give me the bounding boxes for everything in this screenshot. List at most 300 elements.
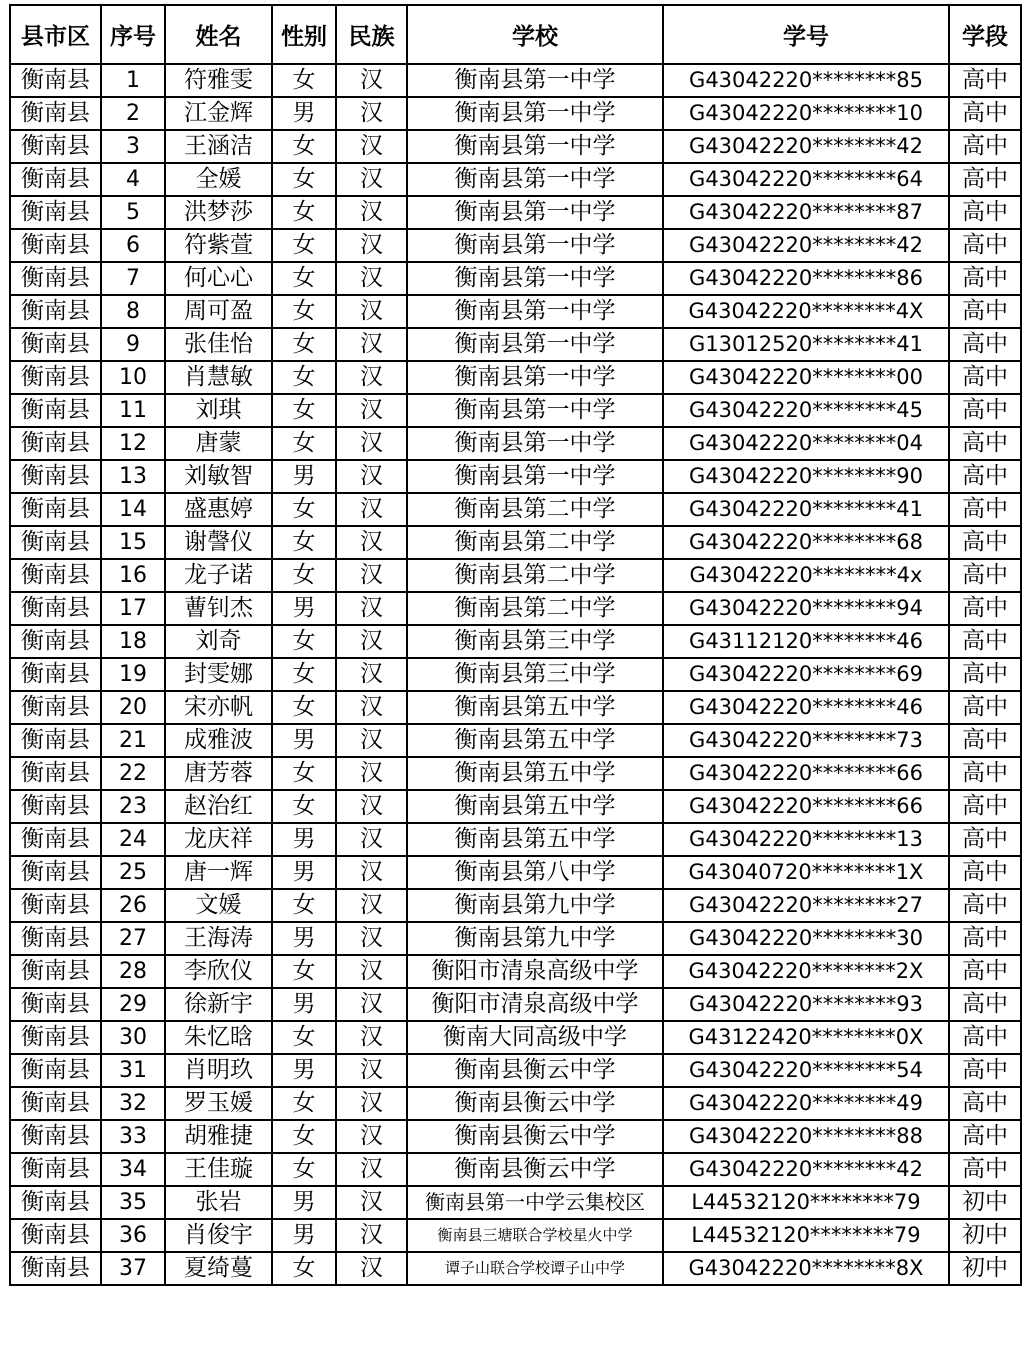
table-row — [10, 493, 1021, 526]
cell-district: 衡南县 — [10, 691, 101, 724]
cell-school: 谭子山联合学校谭子山中学 — [407, 1252, 663, 1285]
cell-student-id: L44532120********79 — [663, 1219, 949, 1252]
cell-district: 衡南县 — [10, 1252, 101, 1285]
cell-district: 衡南县 — [10, 1219, 101, 1252]
cell-ethnicity: 汉 — [336, 1120, 407, 1153]
table-row — [10, 559, 1021, 592]
cell-gender: 男 — [272, 724, 336, 757]
cell-gender: 女 — [272, 625, 336, 658]
cell-student-id: G43042220********46 — [663, 691, 949, 724]
cell-name: 龙庆祥 — [165, 823, 272, 856]
cell-district: 衡南县 — [10, 493, 101, 526]
cell-gender: 女 — [272, 1021, 336, 1054]
cell-seq: 37 — [101, 1252, 165, 1285]
cell-school: 衡南县衡云中学 — [407, 1120, 663, 1153]
cell-seq: 13 — [101, 460, 165, 493]
cell-gender: 女 — [272, 64, 336, 97]
cell-seq: 30 — [101, 1021, 165, 1054]
header-stage: 学段 — [949, 5, 1021, 64]
cell-district: 衡南县 — [10, 163, 101, 196]
cell-stage: 高中 — [949, 1021, 1021, 1054]
cell-seq: 1 — [101, 64, 165, 97]
cell-school: 衡南县第二中学 — [407, 493, 663, 526]
cell-name: 张佳怡 — [165, 328, 272, 361]
cell-student-id: G43042220********73 — [663, 724, 949, 757]
cell-seq: 26 — [101, 889, 165, 922]
cell-student-id: G43042220********90 — [663, 460, 949, 493]
table-row — [10, 1087, 1021, 1120]
cell-student-id: G43042220********4X — [663, 295, 949, 328]
table-row — [10, 1153, 1021, 1186]
cell-stage: 高中 — [949, 691, 1021, 724]
cell-gender: 女 — [272, 295, 336, 328]
cell-name: 蓸钊杰 — [165, 592, 272, 625]
table-row — [10, 988, 1021, 1021]
cell-ethnicity: 汉 — [336, 1252, 407, 1285]
cell-seq: 12 — [101, 427, 165, 460]
cell-ethnicity: 汉 — [336, 526, 407, 559]
cell-student-id: G43042220********85 — [663, 64, 949, 97]
cell-name: 封雯娜 — [165, 658, 272, 691]
cell-district: 衡南县 — [10, 1087, 101, 1120]
cell-district: 衡南县 — [10, 97, 101, 130]
cell-gender: 男 — [272, 922, 336, 955]
cell-district: 衡南县 — [10, 1021, 101, 1054]
header-gender: 性别 — [272, 5, 336, 64]
cell-school: 衡南县第一中学 — [407, 262, 663, 295]
cell-name: 肖明玖 — [165, 1054, 272, 1087]
cell-stage: 高中 — [949, 97, 1021, 130]
cell-district: 衡南县 — [10, 823, 101, 856]
cell-school: 衡南县第一中学 — [407, 196, 663, 229]
cell-name: 宋亦帆 — [165, 691, 272, 724]
cell-stage: 高中 — [949, 295, 1021, 328]
table-row — [10, 1186, 1021, 1219]
table-row — [10, 262, 1021, 295]
cell-ethnicity: 汉 — [336, 130, 407, 163]
cell-school: 衡南县衡云中学 — [407, 1054, 663, 1087]
table-row — [10, 856, 1021, 889]
table-row — [10, 1219, 1021, 1252]
cell-stage: 高中 — [949, 823, 1021, 856]
cell-name: 符紫萱 — [165, 229, 272, 262]
cell-stage: 高中 — [949, 955, 1021, 988]
cell-ethnicity: 汉 — [336, 922, 407, 955]
cell-ethnicity: 汉 — [336, 460, 407, 493]
cell-student-id: G43042220********10 — [663, 97, 949, 130]
cell-stage: 高中 — [949, 526, 1021, 559]
cell-name: 王涵洁 — [165, 130, 272, 163]
cell-district: 衡南县 — [10, 427, 101, 460]
cell-gender: 女 — [272, 196, 336, 229]
cell-gender: 女 — [272, 229, 336, 262]
cell-stage: 高中 — [949, 196, 1021, 229]
cell-gender: 男 — [272, 592, 336, 625]
table-row — [10, 922, 1021, 955]
cell-gender: 男 — [272, 988, 336, 1021]
cell-name: 徐新宇 — [165, 988, 272, 1021]
cell-seq: 33 — [101, 1120, 165, 1153]
cell-district: 衡南县 — [10, 196, 101, 229]
header-student-id: 学号 — [663, 5, 949, 64]
table-row — [10, 592, 1021, 625]
cell-student-id: G43042220********88 — [663, 1120, 949, 1153]
cell-district: 衡南县 — [10, 229, 101, 262]
table-body — [10, 64, 1021, 1285]
cell-district: 衡南县 — [10, 262, 101, 295]
cell-school: 衡南县三塘联合学校星火中学 — [407, 1219, 663, 1252]
cell-student-id: L44532120********79 — [663, 1186, 949, 1219]
cell-school: 衡南县第一中学 — [407, 361, 663, 394]
cell-stage: 高中 — [949, 460, 1021, 493]
cell-school: 衡南县第二中学 — [407, 526, 663, 559]
table-row — [10, 1054, 1021, 1087]
cell-gender: 男 — [272, 856, 336, 889]
cell-ethnicity: 汉 — [336, 361, 407, 394]
cell-student-id: G43042220********66 — [663, 790, 949, 823]
cell-school: 衡南县衡云中学 — [407, 1087, 663, 1120]
cell-name: 王海涛 — [165, 922, 272, 955]
cell-district: 衡南县 — [10, 394, 101, 427]
cell-gender: 女 — [272, 955, 336, 988]
table-row — [10, 658, 1021, 691]
cell-gender: 女 — [272, 526, 336, 559]
cell-school: 衡南县第五中学 — [407, 823, 663, 856]
cell-stage: 高中 — [949, 559, 1021, 592]
cell-gender: 女 — [272, 559, 336, 592]
cell-seq: 23 — [101, 790, 165, 823]
cell-district: 衡南县 — [10, 757, 101, 790]
cell-seq: 17 — [101, 592, 165, 625]
cell-district: 衡南县 — [10, 724, 101, 757]
cell-stage: 高中 — [949, 856, 1021, 889]
cell-student-id: G43042220********2X — [663, 955, 949, 988]
cell-student-id: G43042220********86 — [663, 262, 949, 295]
cell-stage: 高中 — [949, 130, 1021, 163]
cell-district: 衡南县 — [10, 856, 101, 889]
table-row — [10, 130, 1021, 163]
table-row — [10, 526, 1021, 559]
cell-student-id: G43042220********42 — [663, 130, 949, 163]
cell-stage: 高中 — [949, 790, 1021, 823]
cell-gender: 女 — [272, 130, 336, 163]
cell-student-id: G43042220********93 — [663, 988, 949, 1021]
table-row — [10, 394, 1021, 427]
cell-stage: 高中 — [949, 394, 1021, 427]
header-name: 姓名 — [165, 5, 272, 64]
cell-student-id: G43042220********30 — [663, 922, 949, 955]
cell-school: 衡南县第二中学 — [407, 592, 663, 625]
table-row — [10, 724, 1021, 757]
cell-student-id: G43042220********4x — [663, 559, 949, 592]
cell-name: 成雅波 — [165, 724, 272, 757]
table-row — [10, 757, 1021, 790]
cell-school: 衡南大同高级中学 — [407, 1021, 663, 1054]
cell-ethnicity: 汉 — [336, 1021, 407, 1054]
cell-seq: 11 — [101, 394, 165, 427]
cell-school: 衡南县第五中学 — [407, 691, 663, 724]
cell-name: 刘琪 — [165, 394, 272, 427]
cell-gender: 女 — [272, 1087, 336, 1120]
cell-gender: 女 — [272, 427, 336, 460]
cell-district: 衡南县 — [10, 1120, 101, 1153]
cell-district: 衡南县 — [10, 1153, 101, 1186]
cell-ethnicity: 汉 — [336, 64, 407, 97]
cell-student-id: G43042220********69 — [663, 658, 949, 691]
student-roster-table — [9, 4, 1022, 1286]
cell-stage: 高中 — [949, 658, 1021, 691]
cell-school: 衡阳市清泉高级中学 — [407, 988, 663, 1021]
cell-stage: 初中 — [949, 1252, 1021, 1285]
cell-seq: 18 — [101, 625, 165, 658]
cell-school: 衡南县第一中学 — [407, 64, 663, 97]
table-row — [10, 295, 1021, 328]
cell-name: 江金辉 — [165, 97, 272, 130]
cell-gender: 女 — [272, 163, 336, 196]
cell-name: 刘奇 — [165, 625, 272, 658]
cell-ethnicity: 汉 — [336, 262, 407, 295]
header-school: 学校 — [407, 5, 663, 64]
cell-school: 衡南县第一中学 — [407, 328, 663, 361]
cell-name: 符雅雯 — [165, 64, 272, 97]
cell-gender: 女 — [272, 658, 336, 691]
cell-student-id: G43042220********27 — [663, 889, 949, 922]
cell-school: 衡南县第一中学云集校区 — [407, 1186, 663, 1219]
cell-district: 衡南县 — [10, 955, 101, 988]
cell-ethnicity: 汉 — [336, 559, 407, 592]
table-row — [10, 427, 1021, 460]
cell-school: 衡南县第一中学 — [407, 295, 663, 328]
cell-stage: 高中 — [949, 922, 1021, 955]
cell-student-id: G43122420********0X — [663, 1021, 949, 1054]
cell-name: 唐芳蓉 — [165, 757, 272, 790]
cell-student-id: G43042220********45 — [663, 394, 949, 427]
cell-name: 王佳璇 — [165, 1153, 272, 1186]
cell-stage: 高中 — [949, 361, 1021, 394]
cell-student-id: G43042220********68 — [663, 526, 949, 559]
cell-school: 衡南县第三中学 — [407, 625, 663, 658]
table-row — [10, 1252, 1021, 1285]
cell-student-id: G43042220********42 — [663, 229, 949, 262]
cell-name: 夏绮蔓 — [165, 1252, 272, 1285]
cell-ethnicity: 汉 — [336, 97, 407, 130]
cell-name: 谢謦仪 — [165, 526, 272, 559]
cell-student-id: G43042220********54 — [663, 1054, 949, 1087]
cell-school: 衡南县第八中学 — [407, 856, 663, 889]
cell-ethnicity: 汉 — [336, 790, 407, 823]
cell-gender: 女 — [272, 889, 336, 922]
cell-district: 衡南县 — [10, 526, 101, 559]
cell-name: 肖慧敏 — [165, 361, 272, 394]
cell-ethnicity: 汉 — [336, 196, 407, 229]
cell-district: 衡南县 — [10, 889, 101, 922]
cell-seq: 34 — [101, 1153, 165, 1186]
cell-stage: 高中 — [949, 262, 1021, 295]
cell-stage: 高中 — [949, 427, 1021, 460]
cell-seq: 27 — [101, 922, 165, 955]
cell-ethnicity: 汉 — [336, 1087, 407, 1120]
cell-seq: 6 — [101, 229, 165, 262]
cell-stage: 高中 — [949, 493, 1021, 526]
cell-stage: 高中 — [949, 757, 1021, 790]
cell-gender: 女 — [272, 493, 336, 526]
cell-district: 衡南县 — [10, 625, 101, 658]
cell-ethnicity: 汉 — [336, 658, 407, 691]
cell-name: 李欣仪 — [165, 955, 272, 988]
cell-name: 周可盈 — [165, 295, 272, 328]
cell-seq: 2 — [101, 97, 165, 130]
cell-seq: 28 — [101, 955, 165, 988]
cell-district: 衡南县 — [10, 1054, 101, 1087]
table-row — [10, 790, 1021, 823]
cell-school: 衡南县第一中学 — [407, 394, 663, 427]
cell-ethnicity: 汉 — [336, 757, 407, 790]
cell-gender: 女 — [272, 361, 336, 394]
cell-school: 衡南县第五中学 — [407, 757, 663, 790]
cell-name: 全媛 — [165, 163, 272, 196]
cell-stage: 高中 — [949, 328, 1021, 361]
cell-stage: 高中 — [949, 1087, 1021, 1120]
cell-name: 文媛 — [165, 889, 272, 922]
cell-stage: 高中 — [949, 229, 1021, 262]
cell-gender: 女 — [272, 394, 336, 427]
table-row — [10, 163, 1021, 196]
cell-ethnicity: 汉 — [336, 394, 407, 427]
table-row — [10, 1021, 1021, 1054]
cell-student-id: G43112120********46 — [663, 625, 949, 658]
cell-student-id: G13012520********41 — [663, 328, 949, 361]
cell-ethnicity: 汉 — [336, 625, 407, 658]
cell-gender: 男 — [272, 460, 336, 493]
cell-ethnicity: 汉 — [336, 856, 407, 889]
cell-seq: 35 — [101, 1186, 165, 1219]
table-row — [10, 460, 1021, 493]
cell-school: 衡南县第三中学 — [407, 658, 663, 691]
cell-gender: 女 — [272, 328, 336, 361]
cell-gender: 女 — [272, 262, 336, 295]
cell-district: 衡南县 — [10, 922, 101, 955]
cell-name: 罗玉媛 — [165, 1087, 272, 1120]
table-row — [10, 1120, 1021, 1153]
cell-ethnicity: 汉 — [336, 493, 407, 526]
cell-school: 衡南县第九中学 — [407, 889, 663, 922]
cell-name: 肖俊宇 — [165, 1219, 272, 1252]
cell-seq: 4 — [101, 163, 165, 196]
cell-student-id: G43042220********94 — [663, 592, 949, 625]
cell-school: 衡南县衡云中学 — [407, 1153, 663, 1186]
cell-seq: 20 — [101, 691, 165, 724]
cell-district: 衡南县 — [10, 328, 101, 361]
cell-seq: 36 — [101, 1219, 165, 1252]
cell-ethnicity: 汉 — [336, 1186, 407, 1219]
cell-school: 衡南县第一中学 — [407, 427, 663, 460]
cell-name: 盛惠婷 — [165, 493, 272, 526]
cell-seq: 5 — [101, 196, 165, 229]
cell-stage: 高中 — [949, 592, 1021, 625]
cell-seq: 10 — [101, 361, 165, 394]
cell-ethnicity: 汉 — [336, 427, 407, 460]
cell-ethnicity: 汉 — [336, 823, 407, 856]
header-row — [10, 5, 1021, 64]
cell-school: 衡南县第五中学 — [407, 724, 663, 757]
cell-seq: 3 — [101, 130, 165, 163]
cell-district: 衡南县 — [10, 988, 101, 1021]
cell-stage: 初中 — [949, 1219, 1021, 1252]
cell-gender: 男 — [272, 823, 336, 856]
header-seq: 序号 — [101, 5, 165, 64]
cell-school: 衡南县第一中学 — [407, 460, 663, 493]
cell-stage: 初中 — [949, 1186, 1021, 1219]
header-ethnicity: 民族 — [336, 5, 407, 64]
cell-district: 衡南县 — [10, 460, 101, 493]
cell-district: 衡南县 — [10, 790, 101, 823]
cell-name: 唐一辉 — [165, 856, 272, 889]
cell-seq: 31 — [101, 1054, 165, 1087]
cell-stage: 高中 — [949, 1054, 1021, 1087]
cell-seq: 24 — [101, 823, 165, 856]
cell-name: 胡雅捷 — [165, 1120, 272, 1153]
cell-student-id: G43042220********87 — [663, 196, 949, 229]
table-header — [10, 5, 1021, 64]
cell-district: 衡南县 — [10, 559, 101, 592]
cell-student-id: G43042220********66 — [663, 757, 949, 790]
cell-student-id: G43042220********49 — [663, 1087, 949, 1120]
cell-seq: 19 — [101, 658, 165, 691]
cell-district: 衡南县 — [10, 361, 101, 394]
cell-student-id: G43042220********64 — [663, 163, 949, 196]
cell-gender: 男 — [272, 1219, 336, 1252]
table-row — [10, 955, 1021, 988]
cell-seq: 9 — [101, 328, 165, 361]
cell-gender: 女 — [272, 691, 336, 724]
cell-ethnicity: 汉 — [336, 592, 407, 625]
cell-school: 衡南县第一中学 — [407, 97, 663, 130]
cell-ethnicity: 汉 — [336, 724, 407, 757]
cell-student-id: G43042220********8X — [663, 1252, 949, 1285]
cell-school: 衡南县第一中学 — [407, 229, 663, 262]
cell-gender: 男 — [272, 1186, 336, 1219]
cell-seq: 15 — [101, 526, 165, 559]
cell-ethnicity: 汉 — [336, 955, 407, 988]
cell-student-id: G43042220********13 — [663, 823, 949, 856]
cell-ethnicity: 汉 — [336, 1054, 407, 1087]
cell-name: 刘敏智 — [165, 460, 272, 493]
cell-name: 朱忆晗 — [165, 1021, 272, 1054]
cell-seq: 32 — [101, 1087, 165, 1120]
cell-gender: 女 — [272, 790, 336, 823]
cell-stage: 高中 — [949, 889, 1021, 922]
cell-school: 衡阳市清泉高级中学 — [407, 955, 663, 988]
cell-name: 赵治红 — [165, 790, 272, 823]
cell-ethnicity: 汉 — [336, 889, 407, 922]
cell-gender: 男 — [272, 1054, 336, 1087]
cell-student-id: G43042220********42 — [663, 1153, 949, 1186]
cell-seq: 7 — [101, 262, 165, 295]
cell-student-id: G43042220********41 — [663, 493, 949, 526]
cell-stage: 高中 — [949, 163, 1021, 196]
cell-ethnicity: 汉 — [336, 229, 407, 262]
cell-student-id: G43042220********04 — [663, 427, 949, 460]
cell-name: 何心心 — [165, 262, 272, 295]
cell-school: 衡南县第一中学 — [407, 163, 663, 196]
cell-stage: 高中 — [949, 724, 1021, 757]
cell-seq: 8 — [101, 295, 165, 328]
cell-district: 衡南县 — [10, 592, 101, 625]
cell-stage: 高中 — [949, 988, 1021, 1021]
cell-seq: 25 — [101, 856, 165, 889]
cell-ethnicity: 汉 — [336, 328, 407, 361]
cell-school: 衡南县第一中学 — [407, 130, 663, 163]
